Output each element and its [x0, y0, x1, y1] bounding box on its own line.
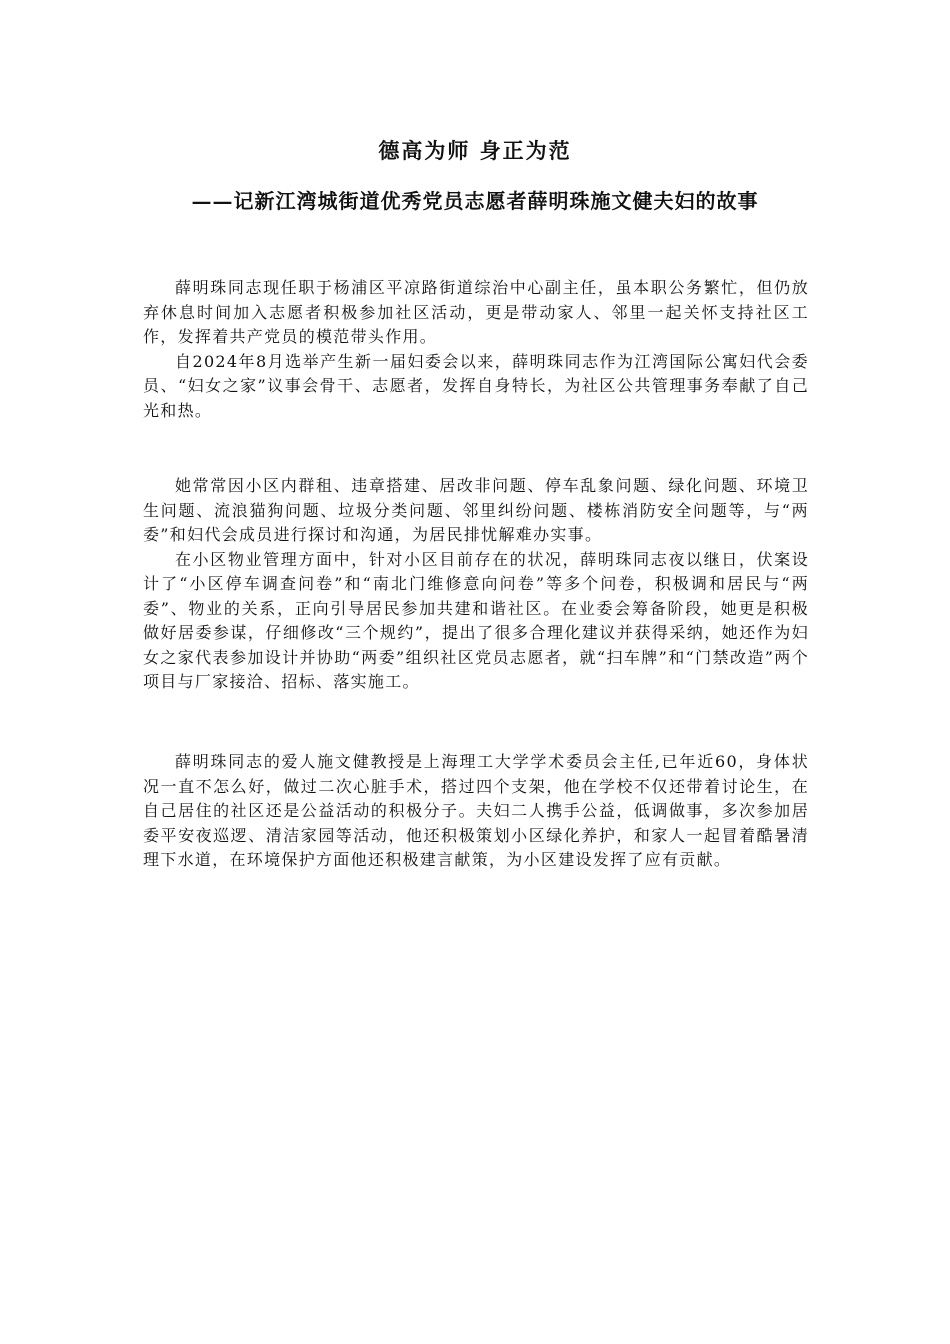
paragraph: 在小区物业管理方面中，针对小区目前存在的状况，薛明珠同志夜以继日，伏案设计了“小区停车调查问卷”和“南北门维修意向问卷”等多个问卷，积极调和居民与“两委”、物业的关系，正向引导居民参加共建和谐社区。在业委会筹备阶段，她更是积极做好居委参谋，仔细修改“三个规约”，提出了很多合理化建议并获得采纳，她还作为妇女之家代表参加设计并协助“两委”组织社区党员志愿者，就“扫车牌”和“门禁改造”两个项目与厂家接洽、招标、落实施工。 [143, 549, 809, 691]
document-subtitle: ——记新江湾城街道优秀党员志愿者薛明珠施文健夫妇的故事 [191, 189, 759, 213]
paragraph: 自2024年8月选举产生新一届妇委会以来，薛明珠同志作为江湾国际公寓妇代会委员、“妇女之家”议事会骨干、志愿者，发挥自身特长，为社区公共管理事务奉献了自己光和热。 [143, 351, 809, 420]
paragraph: 她常常因小区内群租、违章搭建、居改非问题、停车乱象问题、绿化问题、环境卫生问题、流浪猫狗问题、垃圾分类问题、邻里纠纷问题、楼栋消防安全问题等，与“两委”和妇代会成员进行探讨和沟通，为居民排忧解难办实事。 [143, 476, 809, 544]
paragraph: 薛明珠同志现任职于杨浦区平凉路街道综治中心副主任，虽本职公务繁忙，但仍放弃休息时间加入志愿者积极参加社区活动，更是带动家人、邻里一起关怀支持社区工作，发挥着共产党员的模范带头作用。 [143, 278, 809, 346]
section-community-work [143, 474, 809, 695]
section-intro [143, 276, 809, 423]
document-title: 德高为师 身正为范 [378, 138, 572, 163]
section-spouse [143, 750, 809, 873]
paragraph: 薛明珠同志的爱人施文健教授是上海理工大学学术委员会主任,已年近60，身体状况一直不怎么好，做过二次心脏手术，搭过四个支架，他在学校不仅还带着讨论生，在自己居住的社区还是公益活动的积极分子。夫妇二人携手公益，低调做事，多次参加居委平安夜巡逻、清洁家园等活动，他还积极策划小区绿化养护，和家人一起冒着酷暑清理下水道，在环境保护方面他还积极建言献策，为小区建设发挥了应有贡献。 [143, 752, 809, 869]
